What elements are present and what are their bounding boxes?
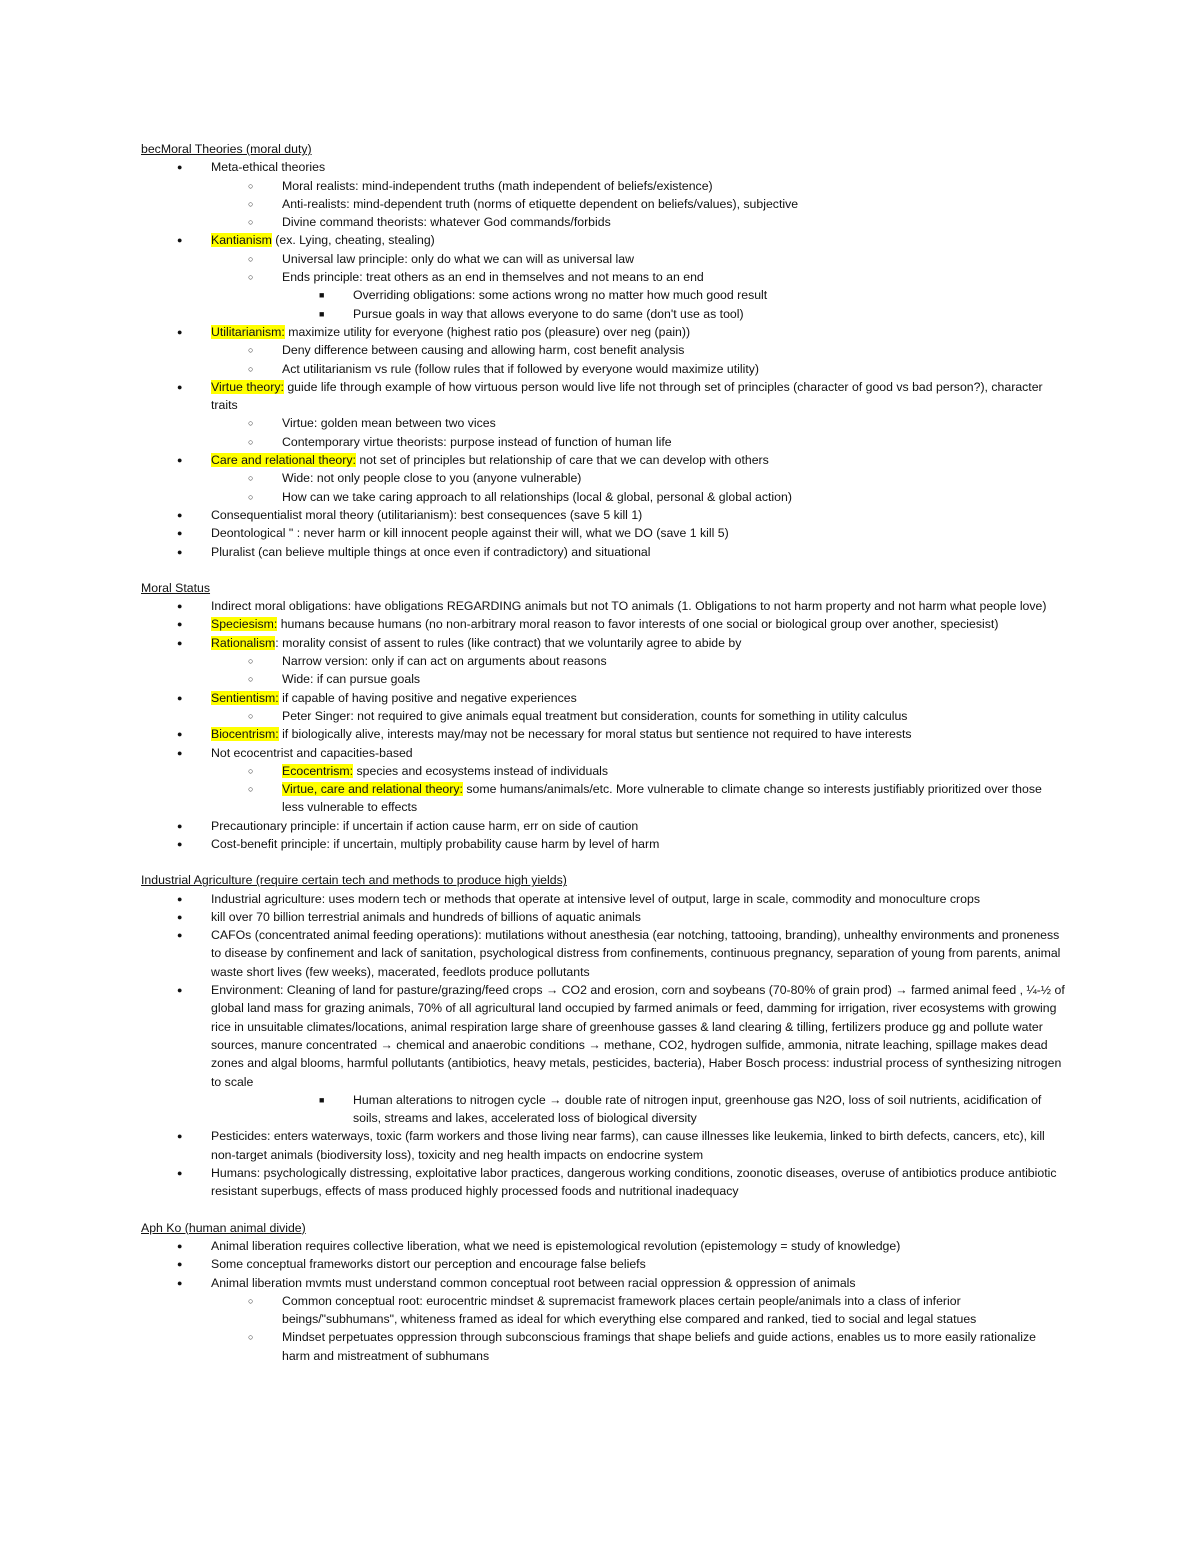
list-item	[141, 1328, 1066, 1365]
item-text: maximize utility for everyone (highest ratio pos (pleasure) over neg (pain))	[284, 324, 691, 339]
hollow-bullet-icon: ○	[248, 363, 254, 374]
filled-bullet-icon: ●	[177, 729, 183, 740]
list-item	[141, 360, 1066, 378]
bullet-list	[141, 890, 1066, 1201]
filled-bullet-icon: ●	[177, 162, 183, 173]
item-text: How can we take caring approach to all relationships (local & global, personal & global action)	[282, 489, 792, 504]
filled-bullet-icon: ●	[177, 985, 183, 996]
section-industrial-agriculture	[141, 871, 1066, 1200]
filled-bullet-icon: ●	[177, 838, 183, 849]
filled-bullet-icon: ●	[177, 820, 183, 831]
item-text: kill over 70 billion terrestrial animals and hundreds of billions of aquatic animals	[211, 909, 641, 924]
item-text: Animal liberation requires collective liberation, what we need is epistemological revolution (epistemology = study of knowledge)	[211, 1238, 901, 1253]
filled-bullet-icon: ●	[177, 528, 183, 539]
list-item	[141, 433, 1066, 451]
square-bullet-icon: ■	[319, 290, 325, 301]
item-text: Pesticides: enters waterways, toxic (farm workers and those living near farms), can cause illnesses like leukemia, linked to birth defects, cancers, etc), kill non-target animals (biodiversity loss), toxicity and neg health impacts on endocrine system	[211, 1129, 1045, 1162]
list-item	[141, 652, 1066, 670]
list-item	[141, 780, 1066, 817]
highlighted-term: Sentientism:	[211, 690, 279, 705]
hollow-bullet-icon: ○	[248, 710, 254, 721]
highlighted-term: Virtue, care and relational theory:	[282, 782, 463, 797]
item-text: Animal liberation mvmts must understand common conceptual root between racial oppression & oppression of animals	[211, 1275, 856, 1290]
list-item	[141, 1237, 1066, 1255]
filled-bullet-icon: ●	[177, 455, 183, 466]
filled-bullet-icon: ●	[177, 1240, 183, 1251]
highlighted-term: Utilitarianism:	[211, 324, 285, 339]
list-item	[141, 341, 1066, 359]
hollow-bullet-icon: ○	[248, 1332, 254, 1343]
hollow-bullet-icon: ○	[248, 180, 254, 191]
filled-bullet-icon: ●	[177, 619, 183, 630]
hollow-bullet-icon: ○	[248, 656, 254, 667]
list-item	[141, 524, 1066, 542]
item-text: CAFOs (concentrated animal feeding operations): mutilations without anesthesia (ear notching, tattooing, branding), unhealthy environments and proneness to disease by confinement and lack of sanitation, psychological distress from confinements, continuous pregnancy, separation of young from parents, animal waste short lives (few weeks), macerated, feedlots produce pollutants	[211, 928, 1061, 979]
list-item	[141, 1164, 1066, 1201]
filled-bullet-icon: ●	[177, 1168, 183, 1179]
hollow-bullet-icon: ○	[248, 491, 254, 502]
item-text: Moral realists: mind-independent truths (math independent of beliefs/existence)	[282, 178, 713, 193]
list-item	[141, 506, 1066, 524]
hollow-bullet-icon: ○	[248, 198, 254, 209]
item-text: Act utilitarianism vs rule (follow rules that if followed by everyone would maximize utility)	[282, 361, 760, 376]
item-text: species and ecosystems instead of individuals	[353, 763, 609, 778]
item-text: Some conceptual frameworks distort our perception and encourage false beliefs	[211, 1257, 646, 1272]
item-text: Indirect moral obligations: have obligations REGARDING animals but not TO animals (1. Obligations to not harm property and not harm what people love)	[211, 599, 1047, 614]
list-item	[141, 414, 1066, 432]
list-item	[141, 744, 1066, 762]
highlighted-term: Biocentrism:	[211, 727, 279, 742]
item-text: Mindset perpetuates oppression through subconscious framings that shape beliefs and guide actions, enables us to more easily rationalize harm and mistreatment of subhumans	[282, 1330, 1036, 1363]
list-item	[141, 469, 1066, 487]
item-text: Wide: not only people close to you (anyone vulnerable)	[282, 471, 582, 486]
item-text: guide life through example of how virtuous person would live life not through set of principles (character of good vs bad person?), character traits	[211, 379, 1043, 413]
filled-bullet-icon: ●	[177, 235, 183, 246]
section-heading: Industrial Agriculture (require certain tech and methods to produce high yields)	[141, 873, 567, 888]
hollow-bullet-icon: ○	[248, 473, 254, 484]
section-moral-theories	[141, 140, 1066, 561]
list-item	[141, 268, 1066, 286]
document-page	[141, 140, 1066, 1365]
list-item	[141, 488, 1066, 506]
filled-bullet-icon: ●	[177, 509, 183, 520]
item-text: Narrow version: only if can act on arguments about reasons	[282, 654, 607, 669]
list-item	[141, 323, 1066, 341]
item-text: Pluralist (can believe multiple things at once even if contradictory) and situational	[211, 544, 651, 559]
item-text: Deontological " : never harm or kill innocent people against their will, what we DO (save 1 kill 5)	[211, 526, 729, 541]
highlighted-term: Kantianism	[211, 233, 272, 248]
filled-bullet-icon: ●	[177, 911, 183, 922]
list-item	[141, 890, 1066, 908]
item-text: Cost-benefit principle: if uncertain, multiply probability cause harm by level of harm	[211, 836, 660, 851]
item-text: Overriding obligations: some actions wrong no matter how much good result	[353, 288, 768, 303]
hollow-bullet-icon: ○	[248, 253, 254, 264]
item-text: Not ecocentrist and capacities-based	[211, 745, 413, 760]
hollow-bullet-icon: ○	[248, 217, 254, 228]
item-text: Universal law principle: only do what we can will as universal law	[282, 251, 634, 266]
list-item	[141, 158, 1066, 176]
item-text: Peter Singer: not required to give animals equal treatment but consideration, counts for something in utility calculus	[282, 708, 908, 723]
list-item	[141, 543, 1066, 561]
filled-bullet-icon: ●	[177, 381, 183, 392]
item-text: Anti-realists: mind-dependent truth (norms of etiquette dependent on beliefs/values), subjective	[282, 196, 799, 211]
item-text: Wide: if can pursue goals	[282, 672, 421, 687]
bullet-list	[141, 597, 1066, 853]
hollow-bullet-icon: ○	[248, 784, 254, 795]
section-heading: Moral Status	[141, 580, 211, 595]
section-moral-status	[141, 579, 1066, 853]
item-text: (ex. Lying, cheating, stealing)	[271, 233, 435, 248]
hollow-bullet-icon: ○	[248, 418, 254, 429]
list-item	[141, 707, 1066, 725]
filled-bullet-icon: ●	[177, 930, 183, 941]
list-item	[141, 1292, 1066, 1329]
section-heading: becMoral Theories (moral duty)	[141, 142, 312, 156]
item-text: Ends principle: treat others as an end in themselves and not means to an end	[282, 270, 704, 285]
list-item	[141, 213, 1066, 231]
list-item	[141, 689, 1066, 707]
list-item	[141, 305, 1066, 323]
item-text: Human alterations to nitrogen cycle → double rate of nitrogen input, greenhouse gas N2O, loss of soil nutrients, acidification of soils, streams and lakes, accelerated loss of biological diversity	[353, 1092, 1042, 1126]
filled-bullet-icon: ●	[177, 692, 183, 703]
highlighted-term: Care and relational theory:	[211, 453, 356, 468]
list-item	[141, 725, 1066, 743]
list-item	[141, 634, 1066, 652]
list-item	[141, 250, 1066, 268]
item-text: Consequentialist moral theory (utilitarianism): best consequences (save 5 kill 1)	[211, 507, 643, 522]
item-text: Divine command theorists: whatever God commands/forbids	[282, 215, 611, 230]
item-text: if capable of having positive and negative experiences	[278, 690, 577, 705]
item-text: Deny difference between causing and allowing harm, cost benefit analysis	[282, 343, 685, 358]
item-text: Pursue goals in way that allows everyone to do same (don't use as tool)	[353, 306, 744, 321]
section-heading: Aph Ko (human animal divide)	[141, 1220, 306, 1235]
hollow-bullet-icon: ○	[248, 272, 254, 283]
list-item	[141, 195, 1066, 213]
item-text: humans because humans (no non-arbitrary moral reason to favor interests of one social or biological group over another, speciesist)	[277, 617, 999, 632]
item-text: : morality consist of assent to rules (like contract) that we voluntarily agree to abide by	[275, 635, 742, 650]
list-item	[141, 615, 1066, 633]
list-item	[141, 670, 1066, 688]
item-text: Environment: Cleaning of land for pasture/grazing/feed crops → CO2 and erosion, corn and soybeans (70-80% of grain prod) → farmed animal feed , ¼-½ of global land mass for grazing animals, 70% of all agricultural land occupied by farmed animals or feed, damming for irrigation, river ecosystems with growing rice in unsuitable climates/locations, animal respiration large share of greenhouse gasses & land clearing & tilling, fertilizers produce gg and pollute water sources, manure concentrated → chemical and anaerobic conditions → methane, CO2, hydrogen sulfide, ammonia, nitrate leaching, spillage makes dead zones and algal blooms, harmful pollutants (antibiotics, heavy metals, pesticides, bacteria), Haber Bosch process: industrial process of synthesizing nitrogen to scale	[211, 983, 1065, 1089]
filled-bullet-icon: ●	[177, 546, 183, 557]
item-text: Virtue: golden mean between two vices	[282, 416, 496, 431]
highlighted-term: Speciesism:	[211, 617, 278, 632]
list-item	[141, 1255, 1066, 1273]
filled-bullet-icon: ●	[177, 1131, 183, 1142]
filled-bullet-icon: ●	[177, 601, 183, 612]
list-item	[141, 817, 1066, 835]
square-bullet-icon: ■	[319, 1094, 325, 1105]
item-text: Contemporary virtue theorists: purpose instead of function of human life	[282, 434, 672, 449]
filled-bullet-icon: ●	[177, 637, 183, 648]
list-item	[141, 286, 1066, 304]
item-text: Industrial agriculture: uses modern tech or methods that operate at intensive level of output, large in scale, commodity and monoculture crops	[211, 891, 980, 906]
list-item	[141, 1127, 1066, 1164]
list-item	[141, 1091, 1066, 1128]
filled-bullet-icon: ●	[177, 893, 183, 904]
highlighted-term: Rationalism	[211, 635, 276, 650]
hollow-bullet-icon: ○	[248, 1295, 254, 1306]
list-item	[141, 1274, 1066, 1292]
list-item	[141, 177, 1066, 195]
filled-bullet-icon: ●	[177, 1277, 183, 1288]
list-item	[141, 762, 1066, 780]
item-text: Humans: psychologically distressing, exploitative labor practices, dangerous working conditions, zoonotic diseases, overuse of antibiotics produce antibiotic resistant superbugs, effects of mass produced highly processed foods and nutritional inadequacy	[211, 1166, 1057, 1199]
item-text: not set of principles but relationship of care that we can develop with others	[355, 453, 769, 468]
list-item	[141, 908, 1066, 926]
section-aph-ko	[141, 1219, 1066, 1365]
hollow-bullet-icon: ○	[248, 345, 254, 356]
bullet-list	[141, 158, 1066, 561]
list-item	[141, 926, 1066, 981]
list-item	[141, 981, 1066, 1091]
bullet-list	[141, 1237, 1066, 1365]
filled-bullet-icon: ●	[177, 1259, 183, 1270]
list-item	[141, 378, 1066, 415]
list-item	[141, 451, 1066, 469]
filled-bullet-icon: ●	[177, 747, 183, 758]
item-text: Precautionary principle: if uncertain if action cause harm, err on side of caution	[211, 818, 639, 833]
highlighted-term: Virtue theory:	[211, 379, 284, 394]
item-text: Meta-ethical theories	[211, 160, 326, 175]
hollow-bullet-icon: ○	[248, 436, 254, 447]
list-item	[141, 597, 1066, 615]
hollow-bullet-icon: ○	[248, 765, 254, 776]
item-text: Common conceptual root: eurocentric mindset & supremacist framework places certain people/animals into a class of inferior beings/"subhumans", whiteness framed as ideal for which everything else compared and ranked, tied to social and legal statues	[282, 1293, 977, 1327]
list-item	[141, 835, 1066, 853]
highlighted-term: Ecocentrism:	[282, 763, 354, 778]
hollow-bullet-icon: ○	[248, 674, 254, 685]
item-text: if biologically alive, interests may/may not be necessary for moral status but sentience not required to have interests	[278, 727, 912, 742]
list-item	[141, 231, 1066, 249]
filled-bullet-icon: ●	[177, 326, 183, 337]
square-bullet-icon: ■	[319, 308, 325, 319]
item-text: some humans/animals/etc. More vulnerable to climate change so interests justifiably prioritized over those less vulnerable to effects	[282, 782, 1042, 815]
